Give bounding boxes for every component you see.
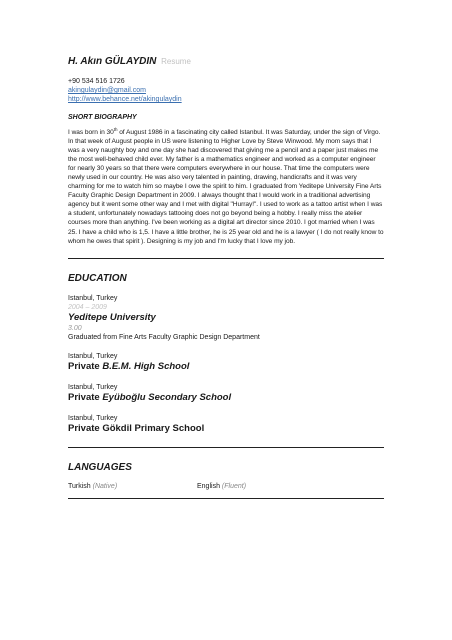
school-name: Yeditepe University <box>68 311 156 323</box>
education-location: Istanbul, Turkey <box>68 383 118 391</box>
resume-label: Resume <box>161 57 191 66</box>
school-title: B.E.M. High School <box>102 360 190 372</box>
education-location: Istanbul, Turkey <box>68 414 118 422</box>
languages-row <box>68 483 384 493</box>
education-entry <box>68 294 384 342</box>
education-location: Istanbul, Turkey <box>68 294 118 302</box>
biography-sup: th <box>113 126 118 132</box>
divider <box>68 498 384 499</box>
language-level: (Native) <box>92 482 118 490</box>
resume-document <box>68 56 384 499</box>
header-name-line <box>68 56 384 67</box>
email-link[interactable]: akingulaydin@gmail.com <box>68 87 146 94</box>
education-entry <box>68 352 384 373</box>
website-link[interactable]: http://www.behance.net/akingulaydin <box>68 96 182 103</box>
education-entry <box>68 383 384 404</box>
divider <box>68 258 384 259</box>
language-level: (Fluent) <box>221 482 247 490</box>
person-name: H. Akın GÜLAYDIN <box>68 56 157 67</box>
language-name: English <box>197 482 220 490</box>
divider <box>68 447 384 448</box>
languages-title: LANGUAGES <box>68 461 132 473</box>
school-title: Eyüboğlu Secondary School <box>102 391 232 403</box>
biography-pre: I was born in 30 <box>68 129 114 136</box>
language-name: Turkish <box>68 482 91 490</box>
contact-block <box>68 77 384 104</box>
education-description: Graduated from Fine Arts Faculty Graphic Design Department <box>68 333 260 341</box>
biography-body: of August 1986 in a fascinating city called Istanbul. It was Saturday, under the sign of Virgo. In that week of August people in US were listening to Higher Love by Steve Winwood. My mom says that I was a very naughty boy and one day she had discovered that giving me a pencil and a paper just makes me the most well-behaved child ever. My father is a mathematics engineer and worked as a computer engineer for nearly 30 years so that there were computers everywhere in our house. That time the computers were newly used in our country. He was also very talented in painting, drawing, handicrafts and it was very charming for me to watch him so maybe I owe the spirit to him. I graduated from Yeditepe University Fine Arts Faculty Graphic Design Department in 2009. I always thought that I would work in a traditional advertising agency but it went some other way and I met with digital "Hurray!". I used to work as a tattoo artist when I was a student, unfortunately nowadays tattooing does not go beyond being a hobby. I really miss the atelier courses more than anything. I've been working as a digital art director since 2010. I got married when I was 25. I have a child who is 1,5. I have a little brother, he is 25 year old and he is a lawyer ( I do not really know to whom he owes that spirit ). Designing is my job and I'm lucky that I love my job. <box>68 129 384 245</box>
school-prefix: Private <box>68 391 103 403</box>
biography-text <box>68 128 384 246</box>
education-title: EDUCATION <box>68 272 127 284</box>
education-entry <box>68 414 384 435</box>
education-dates: 2004 – 2009 <box>68 303 107 311</box>
school-name: Private Gökdil Primary School <box>68 422 205 434</box>
education-location: Istanbul, Turkey <box>68 352 118 360</box>
school-name <box>68 392 384 404</box>
language-item <box>68 483 117 490</box>
phone-number: +90 534 516 1726 <box>68 78 125 85</box>
biography-heading: SHORT BIOGRAPHY <box>68 114 137 121</box>
education-gpa: 3.00 <box>68 324 82 332</box>
language-item <box>197 483 246 490</box>
school-name <box>68 361 384 373</box>
school-prefix: Private <box>68 360 103 372</box>
